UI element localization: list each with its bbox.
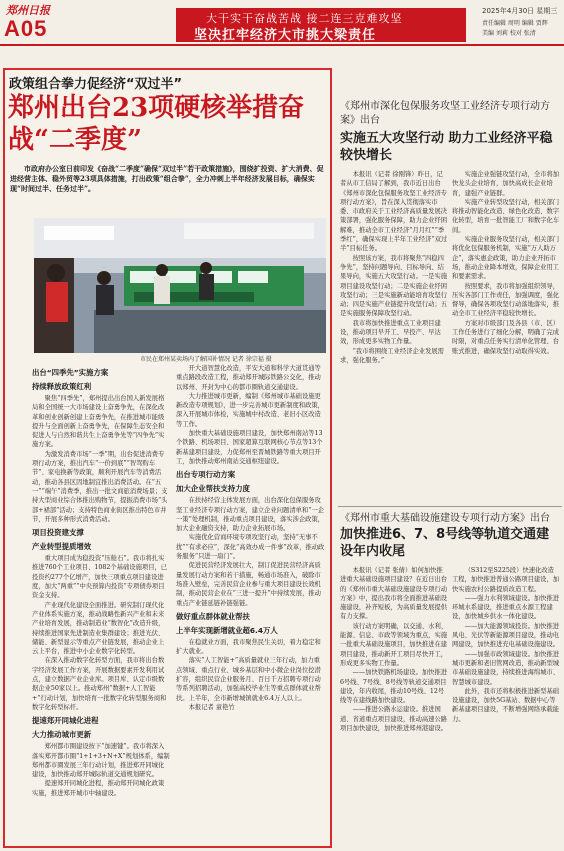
main-article-column-2	[176, 364, 326, 844]
store-scene-image	[34, 218, 326, 353]
paragraph: 重大项目成为稳投资“压舱石”。我市将扎实推进760个工业项目、1082个基础设施项目，已投资约277个亿增产，加快三项重点项目建设进度，加大“两重”“中央预算内投资”专项债券项目资金支持。	[32, 555, 168, 600]
photo-caption: 市民在郑州某卖场内了解国补情况 记者 徐宗福 摄	[140, 356, 272, 363]
paragraph: 该行动方案明确，以交通、水利、能源、信息、市政等领域为重点，实施一批重大基础设施项目，加快推进在建项目建设，推动新开工项目尽快开工，形成更多实物工作量。	[340, 622, 448, 667]
subheading: 出台专项行动方案	[176, 470, 236, 480]
subheading: 做好重点群体就业帮扶	[176, 611, 250, 621]
subheading: 提速郑开同城化进程	[32, 716, 99, 726]
paragraph: 促进民营经济发展壮大，制订促进民营经济高质量发展行动方案和若干措施，畅通市场准入，破除市场准入壁垒，完善民营企业参与重大项目建设长效机制，推动民营企业在“三进一提升”中持续发展，推动重点产业链延链补链强链。	[176, 562, 321, 607]
paragraph: 郑州都市圈建设按下“加速键”。我市将深入落实郑开都市圈“1+1+3+N+X”规划体系，编制郑州都市圈发展三年行动计划，推进郑开同城化建设，加快推动郑开城际轨道交通规划研究。	[32, 743, 170, 779]
page-number: A05	[4, 16, 48, 41]
paragraph: ——加快铁路机场建设。加快推进6号线、7号线、8号线等轨道交通项目建设，年内收尾，推动10号线、12号线等在建线路加快建设。	[340, 669, 448, 705]
paragraph: 开大道智慧化改造，平安大道和科学大道贯通等重点路段改造工程，推动郑开城际铁路公交化，推动以郑州、开封为中心的都市圈轨道交通建设。	[176, 365, 321, 391]
paragraph: ——推进公路水运建设。推进国道、省道重点项目建设，推动高速公路项目加快建设，加快推进郑州港建设。	[340, 706, 448, 733]
paragraph: ——强力水利领域建设。加快推进环城水系建设，推进重点水源工程建设，加快城乡供水一体化建设。	[452, 594, 560, 621]
paragraph: 方案对市级部门及各县（市、区）工作任务进行了细化分解，明确了完成时限，对重点任务实行清单化管理、台账式推进，确保攻坚行动取得实效。	[452, 319, 560, 355]
paragraph: 加快重大基础设施项目建设，加快郑州南站等13个铁路、机场项目、国家超算互联网核心节点等13个新基建项目建设，力促郑州至晋城铁路等重大项目开工，加快推动郑州南站交通枢纽建设。	[176, 430, 323, 465]
paragraph: 在稳就业方面，我市聚焦民生关切，着力稳定和扩大就业。	[176, 638, 321, 656]
paragraph: “我市将围绕工业经济企业发展需求，强化服务。”	[340, 347, 444, 364]
main-article-kicker: 政策组合拳力促经济“双过半”	[9, 77, 183, 92]
paragraph: 此外，我市还将积极推进新型基础设施建设，加快5G基站、数据中心等新基建项目建设，不断增强网络承载能力。	[452, 687, 560, 723]
right-article-1-column-2	[452, 170, 560, 502]
paragraph: 落实“人工智能+”高质量就业三年行动，加力重点领域、重点行业、城乡基层和中小微企业岗位挖潜扩容，组织民营企业服务月、百日千万招聘专项行动等系列招聘活动，加强高校毕业生等重点群体就业帮扶。上半年，全市新增城镇就业6.4万人以上。	[176, 657, 321, 702]
subheading: 上半年实现新增就业超6.4万人	[176, 625, 278, 635]
paragraph: 产业现代化建设全面推进。研究制订现代化产业体系实施方案，推动战略性新兴产业和未来产业培育发展，推动制造业“数智化”改造升级，持续推进国家先进制造业集群建设；推进光伏、储能、新型显示等重点产业链发展，推动企业上云上平台，推进中小企业数字化转型。	[32, 601, 165, 656]
main-article-lead: 市政府办公室日前印发《奋战“二季度”确保“双过半”若干政策措施》，围绕扩投资、扩大消费、促进经营主体、稳外贸等23项具体措施，打出政策“组合拳”，全力冲刺上半年经济发展目标，确保实现“时间过半、任务过半”。	[10, 164, 324, 193]
paragraph: 大力推进城市更新，编制《郑州城市基础设施更新改造专项规划》，进一步完善城市更新制度和政策，深入开展城市体检，实施城中村改造、老旧小区改造等工作。	[176, 392, 324, 428]
subheading: 大力推动城市更新	[32, 730, 92, 740]
subheading: 持续释放政策红利	[32, 382, 92, 391]
right-article-2-headline: 加快推进6、7、8号线等轨道交通建设年内收尾	[340, 527, 550, 559]
subheading: 出台“四季先”实施方案	[32, 368, 109, 377]
paragraph: 实施企业服务攻坚行动，相关部门将优化包保服务机制，实施“万人助万企”，落实惠企政策，助力企业开拓市场，推动企业降本增效，保障企业用工和要素需求。	[452, 236, 560, 281]
main-article-headline: 郑州出台23项硬核举措奋战“二季度”	[8, 93, 305, 155]
newspaper-logo: 郑州日报	[6, 4, 50, 17]
paragraph: 本报记者 童艳竹	[188, 703, 235, 711]
subheading: 项目投资建支撑	[32, 528, 84, 538]
paragraph: 本报讯（记者 张倩）如何加快推进重大基础设施项目建设？在近日出台的《郑州市重大基础设施建设专项行动方案》中，提出我市将全面推进基础设施建设，补齐短板，为高质量发展提供有力支撑。	[340, 567, 448, 621]
right-article-2-column-1	[340, 566, 448, 846]
date-line: 2025年4月30日 星期三	[482, 7, 558, 15]
paragraph: 为激发消费市场“一季”期，出台促进消费专项行动方案，推出汽车“一价到底”“智驾购车节”、家电换新等政策，顺利开展汽车等消费活动，推动各县区因地制宜推出消费活动。在“五一”“端午”消费季，推出一批文商旅消费场景；支持大型商业综合体推出购物节，提振消费市场“头部+裙部”活动；支持特色商业街区推出特色市井节，开展多种形式消费活动。	[32, 450, 168, 523]
paragraph: 聚焦“四季先”，郑州提出出台国人新发展格局和全国统一大市场建设上奋勇争先，在深化改革和创业创新创建上奋勇争先，在推进城市能级提升与全面创新上奋勇争先，在保障生态安全和促进人与自然和谐共生上奋勇争先等“四争先”实施方案。	[32, 395, 165, 449]
right-article-2-kicker: 《郑州市重大基础设施建设专项行动方案》出台	[340, 513, 550, 524]
right-article-1-column-1	[340, 170, 448, 502]
right-article-1-kicker: 《郑州市深化包保服务攻坚工业经济专项行动方案》出台	[340, 101, 550, 126]
paragraph: ——加强市政领域建设。加快推进城市更新和老旧管网改造，推动新型城市基础设施建设，持续推进海绵城市、智慧城市建设。	[452, 650, 560, 686]
slogan-bottom: 坚决扛牢经济大市挑大梁责任	[194, 28, 377, 43]
paragraph: （S312至S225段）快速化改造工程，加快推进普通公路项目建设，加快实施农村公路提质改造工程。	[452, 567, 560, 593]
paragraph: 实施产业转型攻坚行动，相关部门将推动智能化改造、绿色化改造、数字化转型，培育一批智能工厂和数字化车间。	[452, 198, 560, 234]
right-article-2-column-2	[452, 566, 560, 846]
paragraph: 按照要求，我市将加强组织领导，压实各部门工作责任，加强调度，强化督导，确保各项攻坚行动落地落实，推动全市工业经济平稳较快增长。	[452, 282, 560, 318]
paragraph: 在扶持经营主体发展方面，出台深化包保服务攻坚工业经济专项行动方案，建立企业问题清单和“一企一策”处理机制，推动重点项目建设，落实涉企政策，加大企业融资支持，助力企业拓展市场。	[176, 497, 325, 533]
paragraph: 实施优化营商环境专项攻坚行动，坚持“无事不扰”“有求必应”，深化“高效办成一件事”改革，推动政务服务“只进一扇门”。	[176, 534, 325, 561]
subheading: 加大企业帮扶支持力度	[176, 484, 250, 494]
editor-credits: 责任编辑 周明 编辑 贾辉 美编 刘莉 校对 张清	[482, 20, 548, 37]
paragraph: 提速郑开同城化进程，推动郑开同城化政策实施，推进郑开城市中轴建设。	[32, 780, 165, 797]
paragraph: 我市将加快推进重点工业项目建设，推动项目早开工、早投产、早达效，形成更多实物工作量。	[340, 319, 441, 346]
news-photo	[34, 218, 326, 353]
right-article-1-headline: 实施五大攻坚行动 助力工业经济平稳较快增长	[340, 131, 553, 163]
subheading: 产业转型提质增效	[32, 542, 92, 552]
paragraph: ——加大能源领域投资。加快推进风电、光伏等新能源项目建设，推动电网建设，加快推进充电基础设施建设。	[452, 622, 560, 649]
header-divider	[0, 44, 564, 46]
paragraph: 实施企业强链攻坚行动，全市将加快龙头企业培育，加快高成长企业培育，建强产业链群。	[452, 171, 560, 197]
slogan-top: 大干实干奋战苦战 接二连三克难攻坚	[206, 12, 403, 25]
paragraph: 本报讯（记者 徐刚锋）昨日，记者从市工信局了解到，我市近日出台《郑州市深化包保服务攻坚工业经济专项行动方案》，旨在深入贯彻落实市委、市政府关于工业经济高质量发展决策部署，强化服务保障，助力企业纾困解难，推动全市工业经济“月月红”“季季红”，确保实现上半年工业经济“双过半”目标任务。	[340, 171, 448, 253]
paragraph: 在深入推动数字化转型方面，我市将出台数字经济发展工作方案，开展数据要素开发利用试点，建立数据产业企业库。项目库、认定市级数据企业50家以上。推动郑州“数据+人工智能+”行动计划，加快培育一批数字化转型服务商和数字化转型标杆。	[32, 657, 167, 711]
main-article-column-1	[32, 364, 170, 844]
paragraph: 按照该方案，我市将聚焦“四稳四争先”，坚持问题导向、目标导向、结果导向，实施五大攻坚行动。一是实施项目建设攻坚行动；二是实施企业纾困攻坚行动；三是实施新动能培育攻坚行动；四是实施产业链提升攻坚行动；五是实施服务保障攻坚行动。	[340, 254, 448, 318]
section-divider	[338, 506, 562, 507]
